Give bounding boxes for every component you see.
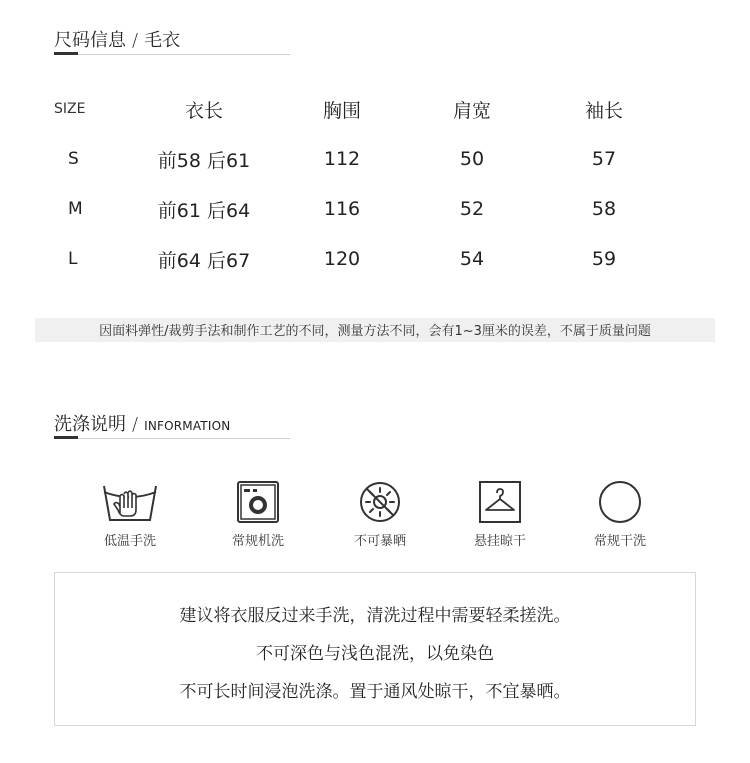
length-cell: 前64 后67 (157, 249, 251, 272)
size-table (54, 84, 682, 284)
shoulder-cell: 52 (459, 198, 485, 220)
care-item-no-sun (330, 480, 430, 549)
care-label: 常规干洗 (593, 534, 646, 549)
size-cell: S (68, 149, 79, 169)
care-title-accent (54, 436, 78, 439)
hanger-icon (470, 480, 530, 524)
size-table-header-row (54, 84, 682, 134)
header-shoulder: 肩宽 (452, 99, 491, 122)
care-label: 悬挂晾干 (473, 534, 526, 549)
size-section-title (54, 26, 180, 52)
care-instruction-line: 不可深色与浅色混洗，以免染色 (256, 644, 494, 664)
size-title-accent (54, 52, 78, 55)
shoulder-cell: 50 (459, 148, 485, 170)
care-label: 低温手洗 (103, 534, 156, 549)
length-cell: 前61 后64 (157, 199, 251, 222)
sleeve-cell: 58 (591, 198, 617, 220)
care-instructions-box (54, 572, 696, 726)
size-title-text: 尺码信息 (54, 30, 126, 51)
table-row (54, 184, 682, 234)
care-item-hang-dry (450, 480, 550, 549)
length-cell: 前58 后61 (157, 149, 251, 172)
care-label: 常规机洗 (231, 534, 284, 549)
title-separator: / (132, 30, 139, 51)
header-size: SIZE (54, 101, 86, 117)
care-title-underline (54, 438, 290, 439)
measurement-note: 因面料弹性/裁剪手法和制作工艺的不同，测量方法不同，会有1~3厘米的误差，不属于质量问题 (99, 324, 651, 339)
chest-cell: 120 (323, 248, 361, 270)
shoulder-cell: 54 (459, 248, 485, 270)
size-title-underline (54, 54, 290, 55)
header-sleeve: 袖长 (584, 99, 623, 122)
table-row (54, 234, 682, 284)
table-row (54, 134, 682, 184)
care-instruction-line: 建议将衣服反过来手洗，清洗过程中需要轻柔搓洗。 (179, 606, 571, 626)
care-title-text: 洗涤说明 (54, 414, 126, 435)
title-separator: / (132, 414, 139, 435)
care-subtitle: INFORMATION (144, 419, 231, 433)
washing-machine-icon (228, 480, 288, 524)
dry-clean-icon (590, 480, 650, 524)
care-section-title (54, 410, 230, 436)
care-instruction-line: 不可长时间浸泡洗涤。置于通风处晾干，不宜暴晒。 (179, 682, 571, 702)
size-cell: L (68, 249, 78, 269)
size-cell: M (68, 199, 83, 219)
size-subtitle: 毛衣 (144, 30, 181, 51)
chest-cell: 116 (323, 198, 361, 220)
care-item-machine-wash (208, 480, 308, 549)
hand-wash-icon (100, 480, 160, 524)
no-sun-icon (350, 480, 410, 524)
chest-cell: 112 (323, 148, 361, 170)
header-length: 衣长 (184, 99, 223, 122)
care-label: 不可暴晒 (353, 534, 406, 549)
sleeve-cell: 59 (591, 248, 617, 270)
care-item-hand-wash (80, 480, 180, 549)
header-chest: 胸围 (322, 99, 361, 122)
care-item-dry-clean (570, 480, 670, 549)
sleeve-cell: 57 (591, 148, 617, 170)
